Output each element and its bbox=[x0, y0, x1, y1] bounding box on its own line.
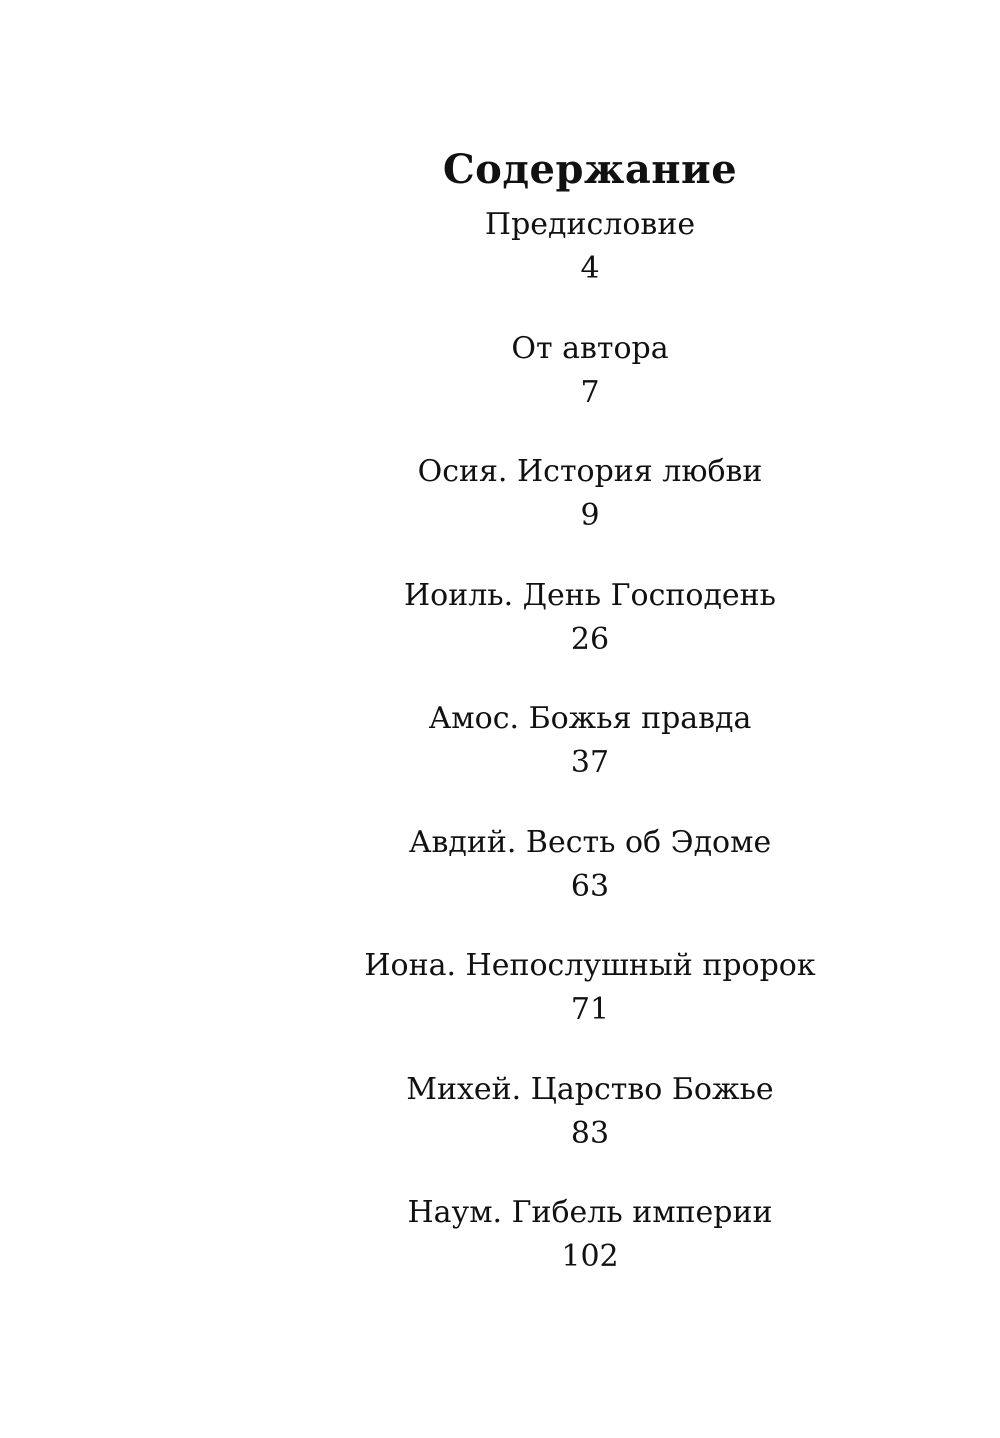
toc-entry-title: Иоиль. День Господень bbox=[403, 577, 777, 613]
page-title: Содержание bbox=[442, 145, 738, 193]
toc-entry-page-number: 63 bbox=[570, 868, 610, 904]
toc-entry-page-number: 9 bbox=[580, 498, 600, 533]
toc-entry bbox=[290, 820, 890, 944]
toc-entry-page-number: 83 bbox=[570, 1115, 610, 1151]
toc-entry-title: Михей. Царство Божье bbox=[406, 1071, 774, 1107]
toc-entry bbox=[290, 449, 890, 573]
toc-entry-title: Наум. Гибель империи bbox=[407, 1195, 773, 1230]
table-of-contents bbox=[290, 202, 890, 1314]
toc-entry bbox=[290, 326, 890, 450]
toc-entry-title: Амос. Божья правда bbox=[428, 701, 752, 736]
toc-entry-title: Иона. Непослушный пророк bbox=[364, 948, 816, 983]
toc-entry-title: Осия. История любви bbox=[417, 454, 763, 489]
toc-entry-title: Предисловие bbox=[484, 207, 696, 242]
toc-entry bbox=[290, 202, 890, 326]
toc-entry-page-number: 102 bbox=[561, 1239, 619, 1274]
toc-entry-title: От автора bbox=[511, 330, 669, 366]
toc-entry bbox=[290, 1190, 890, 1314]
toc-entry bbox=[290, 943, 890, 1067]
toc-entry-page-number: 71 bbox=[570, 992, 610, 1027]
toc-entry-page-number: 26 bbox=[570, 621, 610, 657]
toc-entry-page-number: 4 bbox=[580, 251, 600, 286]
toc-entry-title: Авдий. Весть об Эдоме bbox=[408, 824, 772, 860]
toc-entry bbox=[290, 573, 890, 697]
toc-entry-page-number: 7 bbox=[580, 374, 600, 410]
toc-entry bbox=[290, 1067, 890, 1191]
toc-entry-page-number: 37 bbox=[570, 745, 610, 780]
toc-entry bbox=[290, 696, 890, 820]
